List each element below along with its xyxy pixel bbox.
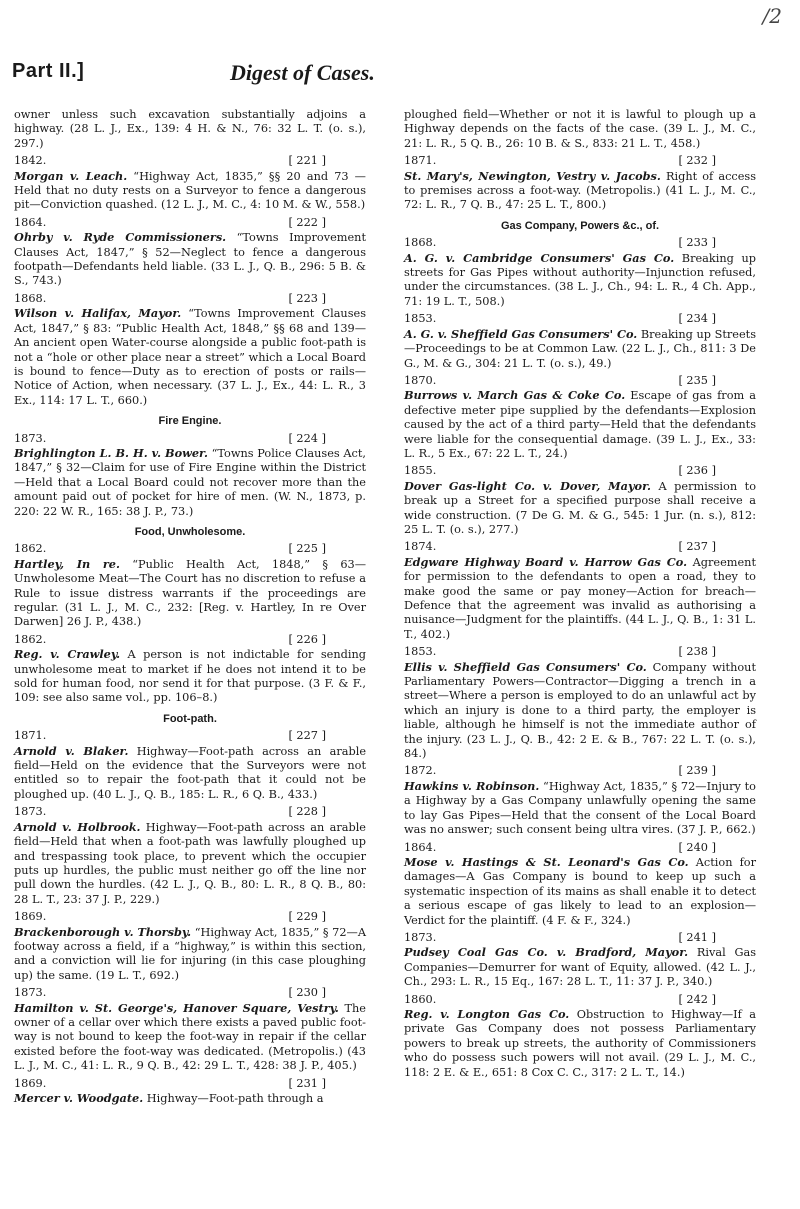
- entry-date-line: [404, 931, 756, 945]
- entry-date-line: [14, 1077, 366, 1091]
- right-column: [404, 108, 756, 1083]
- entry-body: [14, 230, 366, 289]
- entry-body: [404, 945, 756, 989]
- case-entry: [404, 931, 756, 990]
- entry-number: [ 238 ]: [678, 645, 716, 659]
- continued-text: ploughed field—Whether or not it is lawful to plough up a Highway depends on the facts of the case. (39 L. J., M. C., 21: L. R., 5 Q. B., 26: 10 B. & S., 833: 21 L. T., 458.): [404, 108, 756, 150]
- entry-year: 1864.: [404, 840, 437, 854]
- case-entry: [14, 1077, 366, 1107]
- entry-body: [404, 779, 756, 838]
- case-text: “Highway Act, 1835,” §§ 20 and 73 —Held that no duty rests on a Surveyor to fence a dangerous pit—Conviction quashed. (12 L. J., M. C., 4: 10 M. & W., 558.): [14, 169, 366, 212]
- entry-number: [ 223 ]: [288, 291, 326, 305]
- entry-date-line: [14, 986, 366, 1000]
- entry-body: [14, 306, 366, 408]
- case-text: A permission to break up a Street for a specified purpose shall receive a wide construction. (7 De G. M. & G., 545: 1 Jur. (n. s.), 812: 25 L. T. (o. s.), 277.): [404, 479, 756, 536]
- case-name: Hartley, In re.: [14, 556, 120, 571]
- entry-number: [ 241 ]: [678, 930, 716, 944]
- entry-year: 1873.: [14, 431, 47, 445]
- case-text: “Highway Act, 1835,” § 72—Injury to a Highway by a Gas Company unlawfully opening the same to lay Gas Pipes—Held that the consent of the Local Board was no answer; such consent being ultra vires. (37 J. P., 662.): [404, 779, 756, 837]
- entry-date-line: [404, 993, 756, 1007]
- case-name: Wilson v. Halifax, Mayor.: [14, 306, 182, 321]
- case-name: Brighlington L. B. H. v. Bower.: [14, 445, 208, 460]
- case-name: Ohrby v. Ryde Commissioners.: [14, 230, 227, 245]
- case-name: Edgware Highway Board v. Harrow Gas Co.: [404, 554, 688, 569]
- case-name: A. G. v. Cambridge Consumers' Gas Co.: [404, 250, 675, 265]
- case-name: Arnold v. Blaker.: [14, 743, 129, 758]
- entry-number: [ 235 ]: [678, 373, 716, 387]
- entry-year: 1853.: [404, 645, 437, 659]
- entry-date-line: [404, 540, 756, 554]
- case-name: St. Mary's, Newington, Vestry v. Jacobs.: [404, 168, 661, 183]
- entry-number: [ 222 ]: [288, 215, 326, 229]
- entry-year: 1842.: [14, 154, 47, 168]
- entry-year: 1872.: [404, 764, 437, 778]
- entry-date-line: [14, 432, 366, 446]
- case-text: “Towns Improvement Clauses Act, 1847,” § 52—Neglect to fence a dangerous footpath—Defendants held liable. (33 L. J., Q. B., 296: 5 B. & S., 743.): [14, 231, 366, 288]
- case-name: Arnold v. Holbrook.: [14, 819, 141, 834]
- case-entry: [14, 633, 366, 706]
- entry-year: 1868.: [14, 291, 47, 305]
- case-entry: [14, 805, 366, 907]
- entry-number: [ 234 ]: [678, 312, 716, 326]
- entry-date-line: [14, 292, 366, 306]
- case-text: Company without Parliamentary Powers—Contractor—Digging a trench in a street—Where a person is employed to do an unlawful act by which an injury is done to a third party, the employer is liable, although he himself is not the immediate author of the injury. (23 L. J., Q. B., 42: 2 E. & B., 767: 22 L. T. (o. s.), 84.): [404, 660, 756, 761]
- entry-year: 1862.: [14, 632, 47, 646]
- case-text: Agreement for permission to the defendants to open a road, they to make good the same or pay money—Action for breach—Defence that the agreement was invalid as authorising a nuisance—Judgment for the plaintiffs. (44 L. J., Q. B., 1: 31 L. T., 402.): [404, 555, 756, 641]
- case-entry: [404, 312, 756, 371]
- entry-body: [404, 479, 756, 538]
- case-entry: [404, 464, 756, 537]
- entry-date-line: [14, 805, 366, 819]
- entry-year: 1868.: [404, 236, 437, 250]
- section-heading: Foot-path.: [163, 712, 217, 725]
- entry-number: [ 224 ]: [288, 431, 326, 445]
- entry-number: [ 233 ]: [678, 236, 716, 250]
- case-name: Reg. v. Longton Gas Co.: [404, 1006, 570, 1021]
- entry-number: [ 225 ]: [288, 542, 326, 556]
- entry-number: [ 236 ]: [678, 464, 716, 478]
- case-entry: [14, 154, 366, 213]
- header-part: Part II.]: [12, 60, 85, 82]
- entry-number: [ 230 ]: [288, 986, 326, 1000]
- header-title: Digest of Cases.: [230, 60, 375, 85]
- entry-number: [ 231 ]: [288, 1076, 326, 1090]
- entry-body: [404, 855, 756, 928]
- case-entry: [14, 292, 366, 408]
- entry-body: [14, 647, 366, 706]
- section-heading: Gas Company, Powers &c., of.: [500, 219, 660, 232]
- case-entry: [404, 236, 756, 309]
- entry-body: [14, 744, 366, 803]
- entry-body: [14, 925, 366, 984]
- entry-body: [404, 388, 756, 461]
- case-entry: [404, 645, 756, 761]
- case-entry: [14, 910, 366, 983]
- case-name: Morgan v. Leach.: [14, 168, 128, 183]
- entry-year: 1873.: [14, 986, 47, 1000]
- case-entry: [14, 986, 366, 1073]
- entry-year: 1870.: [404, 373, 437, 387]
- entry-date-line: [404, 374, 756, 388]
- entry-number: [ 239 ]: [678, 764, 716, 778]
- case-entry: [404, 374, 756, 461]
- entry-year: 1864.: [14, 215, 47, 229]
- entry-year: 1871.: [404, 154, 437, 168]
- entry-body: [404, 1007, 756, 1080]
- entry-body: [14, 557, 366, 630]
- case-text: Breaking up streets for Gas Pipes without authority—Injunction refused, under the circumstances. (38 L. J., Ch., 94: L. R., 4 Ch. App., 71: 19 L. T., 508.): [404, 251, 756, 308]
- case-entry: [404, 540, 756, 642]
- case-text: Highway—Foot-path across an arable field—Held that when a foot-path was lawfully ploughed up and trespassing took place, to prevent which the occupier puts up hurdles, the public must neither go off the line nor pull down the hurdles. (42 L. J., Q. B., 80: L. R., 8 Q. B., 80: 28 L. T., 23: 37 J. P., 229.): [14, 820, 366, 906]
- case-entry: [404, 154, 756, 213]
- entry-number: [ 237 ]: [678, 540, 716, 554]
- entry-number: [ 226 ]: [288, 632, 326, 646]
- entry-body: [14, 820, 366, 907]
- case-name: Ellis v. Sheffield Gas Consumers' Co.: [404, 659, 647, 674]
- case-text: Highway—Foot-path through a: [143, 1092, 324, 1105]
- case-name: Pudsey Coal Gas Co. v. Bradford, Mayor.: [404, 945, 689, 960]
- entry-date-line: [404, 312, 756, 326]
- case-name: Burrows v. March Gas & Coke Co.: [404, 388, 626, 403]
- entry-number: [ 221 ]: [288, 154, 326, 168]
- entry-year: 1862.: [14, 542, 47, 556]
- entry-number: [ 242 ]: [678, 992, 716, 1006]
- case-entry: [14, 729, 366, 802]
- case-entry: [14, 542, 366, 629]
- entry-date-line: [14, 633, 366, 647]
- entry-date-line: [14, 542, 366, 556]
- entry-date-line: [14, 910, 366, 924]
- entry-body: [14, 446, 366, 519]
- case-text: Obstruction to Highway—If a private Gas Company does not possess Parliamentary powers to break up streets, the authority of Commissioners who do possess such powers will not avail. (29 L. J., M. C., 118: 2 E. & E., 651: 8 Cox C. C., 317: 2 L. T., 14.): [404, 1007, 756, 1079]
- entry-date-line: [14, 216, 366, 230]
- case-text: “Towns Improvement Clauses Act, 1847,” § 83: “Public Health Act, 1848,” §§ 68 and 139—An ancient open Water-course alongside a public foot-path is not a “hole or other place near a street” which a Local Board is bound to fence—Duty as to erection of posts or rails—Notice of Action, when necessary. (37 L. J., Ex., 44: L. R., 3 Ex., 114: 17 L. T., 660.): [14, 307, 366, 407]
- entry-year: 1873.: [404, 930, 437, 944]
- entry-year: 1853.: [404, 312, 437, 326]
- case-name: Mercer v. Woodgate.: [14, 1091, 144, 1105]
- entry-body: [14, 1091, 366, 1106]
- entry-date-line: [404, 645, 756, 659]
- case-text: Breaking up Streets—Proceedings to be at Common Law. (22 L. J., Ch., 811: 3 De G., M. & G., 304: 21 L. T. (o. s.), 49.): [404, 327, 756, 370]
- case-text: Rival Gas Companies—Demurrer for want of Equity, allowed. (42 L. J., Ch., 293: L. R., 15 Eq., 167: 28 L. T., 11: 37 J. P., 340.): [404, 946, 756, 989]
- entry-year: 1855.: [404, 464, 437, 478]
- entry-date-line: [404, 841, 756, 855]
- entry-year: 1869.: [14, 1076, 47, 1090]
- entry-year: 1869.: [14, 910, 47, 924]
- case-text: Action for damages—A Gas Company is bound to keep up such a systematic inspection of its mains as shall enable it to detect a serious escape of gas likely to lead to an explosion—Verdict for the plaintiff. (4 F. & F., 324.): [404, 855, 757, 927]
- entry-body: [14, 1001, 366, 1074]
- case-name: Hamilton v. St. George's, Hanover Square, Vestry.: [14, 1000, 339, 1015]
- case-entry: [404, 993, 756, 1080]
- section-heading: Food, Unwholesome.: [134, 525, 246, 538]
- entry-date-line: [14, 154, 366, 168]
- entry-number: [ 229 ]: [288, 910, 326, 924]
- entry-number: [ 240 ]: [678, 840, 716, 854]
- case-text: Highway—Foot-path across an arable field—Held on the evidence that the Surveyors were not entitled so to repair the foot-path that it could not be ploughed up. (40 L. J., Q. B., 185: L. R., 6 Q. B., 433.): [14, 744, 366, 801]
- case-name: Brackenborough v. Thorsby.: [14, 924, 192, 939]
- entry-date-line: [404, 464, 756, 478]
- case-text: Right of access to premises across a foot-way. (Metropolis.) (41 L. J., M. C., 72: L. R., 7 Q. B., 47: 25 L. T., 800.): [404, 169, 757, 212]
- entry-date-line: [404, 764, 756, 778]
- entry-body: [404, 660, 756, 762]
- case-name: Reg. v. Crawley.: [14, 647, 121, 662]
- section-heading: Fire Engine.: [158, 415, 222, 428]
- entry-number: [ 227 ]: [288, 729, 326, 743]
- entry-body: [14, 169, 366, 213]
- case-name: Hawkins v. Robinson.: [404, 778, 540, 793]
- case-text: “Towns Police Clauses Act, 1847,” § 32—Claim for use of Fire Engine within the District—Held that a Local Board could not recover more than the amount paid out of pocket for hire of men. (W. N., 1873, p. 220: 22 W. R., 165: 38 J. P., 73.): [14, 446, 366, 518]
- case-entry: [404, 841, 756, 928]
- page-folio: /2: [762, 4, 782, 28]
- entry-number: [ 228 ]: [288, 805, 326, 819]
- left-column: [14, 108, 366, 1109]
- entry-date-line: [14, 729, 366, 743]
- case-entry: [404, 764, 756, 837]
- entry-body: [404, 555, 756, 642]
- case-entry: [14, 216, 366, 289]
- case-text: “Highway Act, 1835,” § 72—A footway across a field, if a “highway,” is within this section, and a conviction will lie for injuring (in this case ploughing up) the same. (19 L. T., 692.): [14, 925, 366, 982]
- entry-body: [404, 327, 756, 371]
- entry-date-line: [404, 154, 756, 168]
- case-text: A person is not indictable for sending unwholesome meat to market if he does not intend it to be sold for human food, nor send it for that purpose. (3 F. & F., 109: see also same vol., pp. 106–8.): [14, 648, 366, 705]
- entry-year: 1860.: [404, 992, 437, 1006]
- case-entry: [14, 432, 366, 519]
- entry-year: 1871.: [14, 729, 47, 743]
- entry-body: [404, 169, 756, 213]
- entry-date-line: [404, 236, 756, 250]
- case-name: Dover Gas-light Co. v. Dover, Mayor.: [404, 478, 651, 493]
- entry-body: [404, 251, 756, 310]
- entry-number: [ 232 ]: [678, 154, 716, 168]
- entry-year: 1873.: [14, 805, 47, 819]
- case-name: A. G. v. Sheffield Gas Consumers' Co.: [404, 326, 638, 341]
- entry-year: 1874.: [404, 540, 437, 554]
- case-text: Escape of gas from a defective meter pipe supplied by the defendants—Explosion caused by the act of a third party—Held that the defendants were liable for the consequential damage. (39 L. J., Ex., 33: L. R., 5 Ex., 67: 22 L. T., 24.): [404, 389, 756, 460]
- case-name: Mose v. Hastings & St. Leonard's Gas Co.: [404, 854, 689, 869]
- continued-text: owner unless such excavation substantially adjoins a highway. (28 L. J., Ex., 139: 4 H. & N., 76: 32 L. T. (o. s.), 297.): [14, 108, 366, 150]
- case-text: “Public Health Act, 1848,” § 63—Unwholesome Meat—The Court has no discretion to refuse a Rule to issue distress warrants if the proceedings are regular. (31 L. J., M. C., 232: [Reg. v. Hartley, In re Over Darwen] 26 J. P., 438.): [14, 557, 366, 629]
- case-text: The owner of a cellar over which there exists a paved public foot-way is not bound to keep the foot-way in repair if the cellar existed before the foot-way was dedicated. (Metropolis.) (43 L. J., M. C., 41: L. R., 9 Q. B., 42: 29 L. T., 428: 38 J. P., 405.): [14, 1001, 366, 1073]
